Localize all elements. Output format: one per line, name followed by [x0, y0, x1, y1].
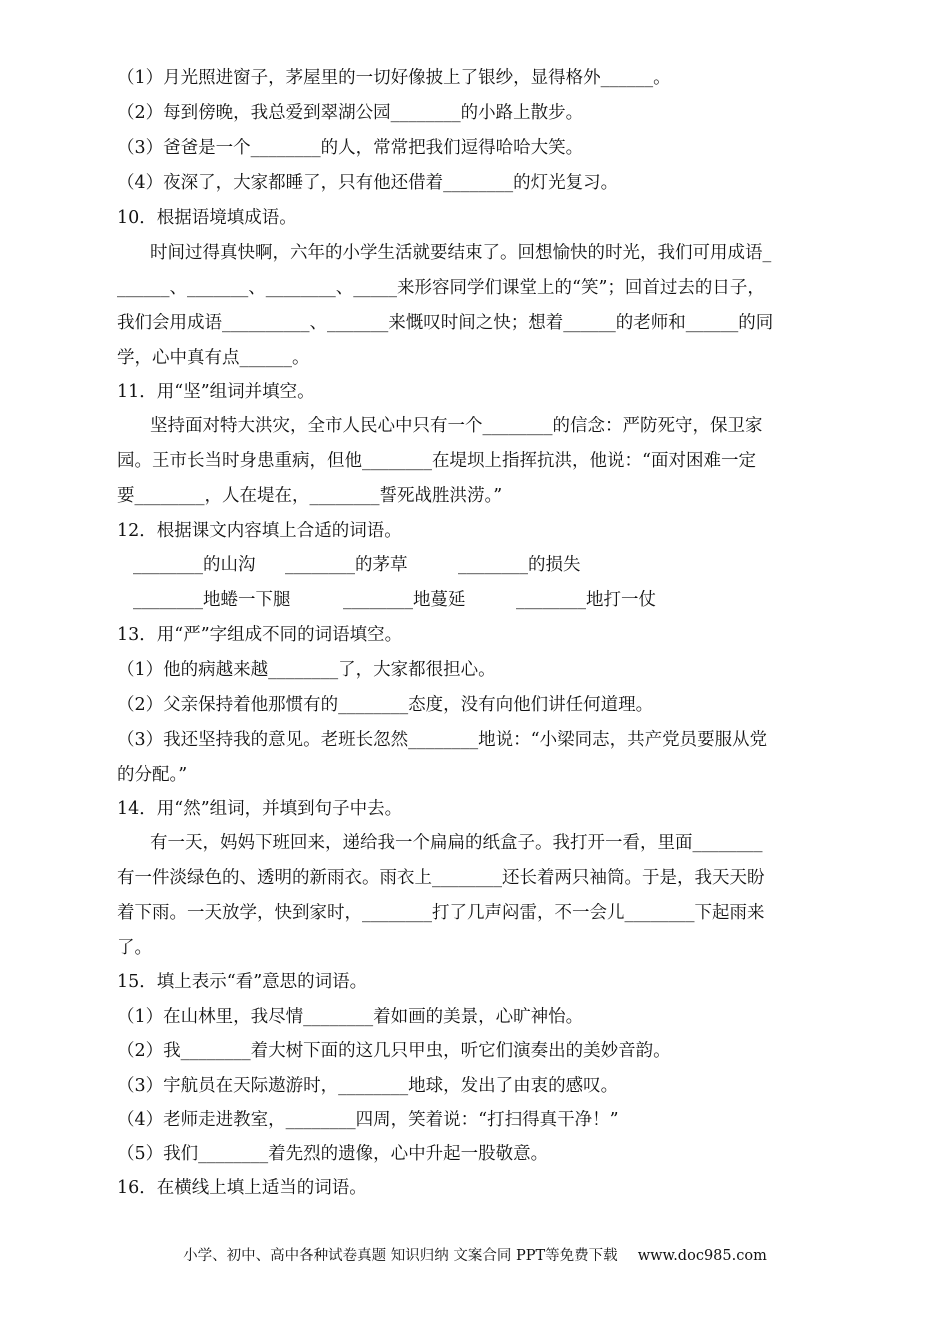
- q9-item-4: （4）夜深了，大家都睡了，只有他还借着________的灯光复习。: [117, 173, 619, 193]
- q13-item-3-cont: 的分配。”: [117, 765, 188, 785]
- footer-site-link[interactable]: www.doc985.com: [637, 1248, 767, 1264]
- q10-passage-line-2: ______、_______、________、_____来形容同学们课堂上的“笑”；回首过去的日子，: [117, 278, 765, 298]
- q11-heading: 11．用“坚”组词并填空。: [117, 382, 315, 402]
- q15-heading: 15．填上表示“看”意思的词语。: [117, 972, 368, 992]
- q12-word-5: ________地蔓延: [343, 590, 466, 610]
- q12-word-3: ________的损失: [458, 555, 581, 575]
- q12-word-1: ________的山沟: [133, 555, 256, 575]
- page-footer: [0, 1246, 950, 1266]
- q14-passage-line-4: 了。: [117, 938, 152, 958]
- q14-passage-line-3: 着下雨。一天放学，快到家时，________打了几声闷雷，不一会儿________下起雨来: [117, 903, 765, 923]
- q12-word-4: ________地蜷一下腿: [133, 590, 291, 610]
- q15-item-1: （1）在山林里，我尽情________着如画的美景，心旷神怡。: [117, 1007, 584, 1027]
- q13-item-2: （2）父亲保持着他那惯有的________态度，没有向他们讲任何道理。: [117, 695, 654, 715]
- footer-text: 小学、初中、高中各种试卷真题 知识归纳 文案合同 PPT等免费下载: [183, 1248, 618, 1264]
- q15-item-2: （2）我________着大树下面的这几只甲虫，听它们演奏出的美妙音韵。: [117, 1041, 671, 1061]
- q14-heading: 14．用“然”组词，并填到句子中去。: [117, 799, 403, 819]
- q10-passage-line-3: 我们会用成语__________、_______来慨叹时间之快；想着______的老师和______的同: [117, 313, 774, 333]
- q9-item-3: （3）爸爸是一个________的人，常常把我们逗得哈哈大笑。: [117, 138, 584, 158]
- q12-word-2: ________的茅草: [285, 555, 408, 575]
- q16-heading: 16．在横线上填上适当的词语。: [117, 1178, 367, 1198]
- q10-passage-line-4: 学，心中真有点______。: [117, 348, 310, 368]
- q13-item-3: （3）我还坚持我的意见。老班长忽然________地说：“小梁同志，共产党员要服从党: [117, 730, 768, 750]
- q13-heading: 13．用“严”字组成不同的词语填空。: [117, 625, 403, 645]
- q11-passage-line-3: 要________，人在堤在，________誓死战胜洪涝。”: [117, 486, 503, 506]
- q11-passage-line-2: 园。王市长当时身患重病，但他________在堤坝上指挥抗洪，他说：“面对困难一定: [117, 451, 756, 471]
- q15-item-4: （4）老师走进教室，________四周，笑着说：“打扫得真干净！”: [117, 1110, 619, 1130]
- q13-item-1: （1）他的病越来越________了，大家都很担心。: [117, 660, 496, 680]
- q14-passage-line-2: 有一件淡绿色的、透明的新雨衣。雨衣上________还长着两只袖筒。于是，我天天盼: [117, 868, 765, 888]
- q10-passage-line-1: 时间过得真快啊，六年的小学生活就要结束了。回想愉快的时光，我们可用成语_: [150, 243, 772, 263]
- q11-passage-line-1: 坚持面对特大洪灾，全市人民心中只有一个________的信念：严防死守，保卫家: [150, 416, 763, 436]
- q10-heading: 10．根据语境填成语。: [117, 208, 297, 228]
- q12-word-6: ________地打一仗: [516, 590, 656, 610]
- q15-item-5: （5）我们________着先烈的遗像，心中升起一股敬意。: [117, 1144, 549, 1164]
- q9-item-1: （1）月光照进窗子，茅屋里的一切好像披上了银纱，显得格外______。: [117, 68, 671, 88]
- q14-passage-line-1: 有一天，妈妈下班回来，递给我一个扁扁的纸盒子。我打开一看，里面________: [150, 833, 763, 853]
- q9-item-2: （2）每到傍晚，我总爱到翠湖公园________的小路上散步。: [117, 103, 584, 123]
- q12-heading: 12．根据课文内容填上合适的词语。: [117, 521, 402, 541]
- q15-item-3: （3）宇航员在天际遨游时，________地球，发出了由衷的感叹。: [117, 1076, 619, 1096]
